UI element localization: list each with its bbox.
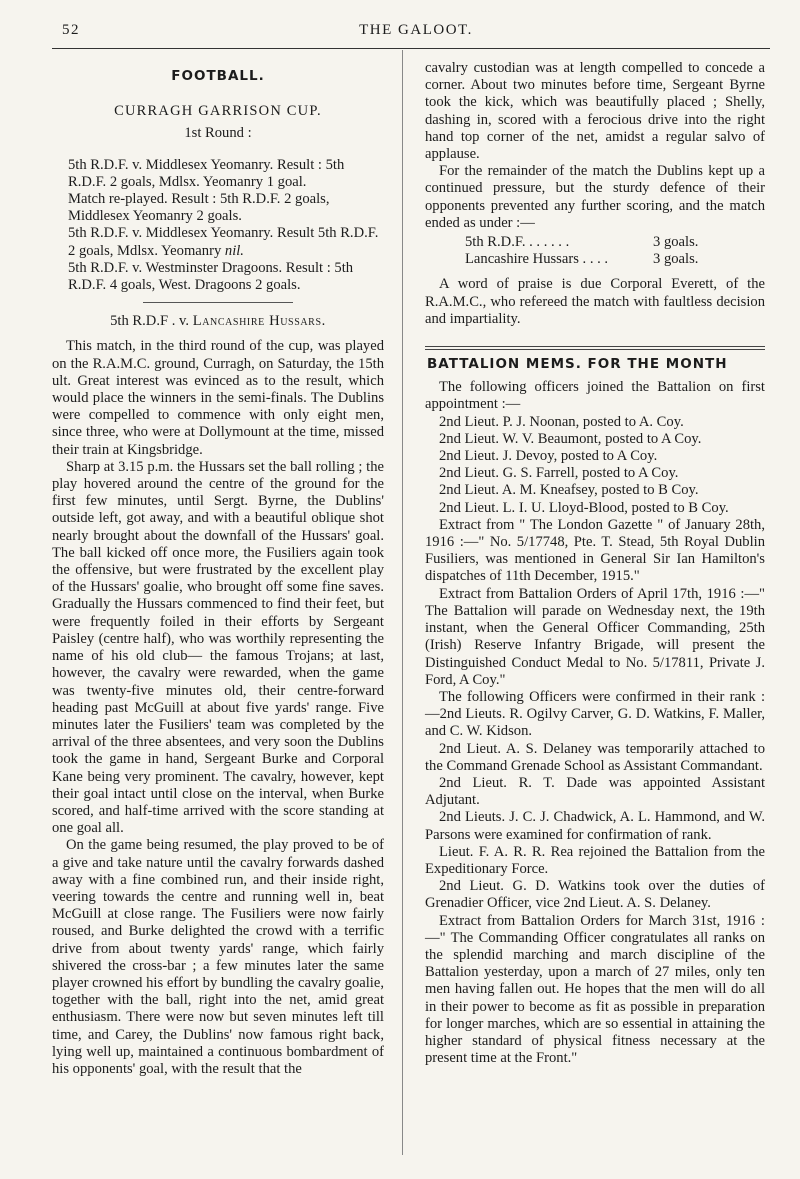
report-continuation: cavalry custodian was at length compelled to concede a corner. About two minutes before time, Sergeant Byrne took the kick, which was beautifully placed ; Shelly, dashing in, scored with a ferocious drive into the right hand top corner of the net, amidst a regular salvo of applause.: [425, 60, 765, 163]
result-text: 5th R.D.F. v. Middlesex Yeomanry. Result 5th R.D.F. 2 goals, Mdlsx. Yeomanry: [68, 225, 379, 259]
battalion-heading: BATTALION MEMS. FOR THE MONTH: [427, 356, 728, 373]
battalion-paragraph: The following Officers were confirmed in their rank :—2nd Lieuts. R. Ogilvy Carver, G. D. Watkins, F. Maller, and C. W. Kidson.: [425, 688, 765, 740]
result-emphasis: nil.: [224, 242, 244, 259]
publication-title: THE GALOOT.: [359, 22, 473, 38]
battalion-paragraph: 2nd Lieut. A. S. Delaney was temporarily attached to the Command Grenade School as Assistant Commandant.: [425, 740, 765, 774]
officer-entry: 2nd Lieut. A. M. Kneafsey, posted to B Coy.: [439, 482, 699, 499]
score-row: [465, 251, 765, 268]
match-subheading-teams: 5th R.D.F . v.: [110, 313, 193, 330]
battalion-intro: The following officers joined the Battalion on first appointment :—: [425, 379, 765, 413]
match-subheading: [52, 313, 384, 330]
battalion-paragraph: Extract from Battalion Orders of April 17th, 1916 :—" The Battalion will parade on Wednesday next, the 19th instant, when the General Officer Commanding, 25th (Irish) Reserve Infantry Brigade, will present the Distinguished Conduct Medal to No. 5/17811, Private J. Ford, A Coy.": [425, 585, 765, 688]
match-result: [52, 225, 384, 259]
report-paragraph: This match, in the third round of the cup, was played on the R.A.M.C. ground, Curragh, on Saturday, the 15th ult. Great interest was evinced as to the result, which would place the winners in the semi-finals. The Dublins were compelled to commence with only eight men, since three, who were at Dollymount at the time, missed their train at Kingsbridge.: [52, 338, 384, 458]
match-result: 5th R.D.F. v. Westminster Dragoons. Result : 5th R.D.F. 4 goals, West. Dragoons 2 goals.: [68, 259, 354, 294]
match-result: 5th R.D.F. v. Middlesex Yeomanry. Result : 5th R.D.F. 2 goals, Mdlsx. Yeomanry 1 goal.: [68, 156, 345, 190]
cup-title: CURRAGH GARRISON CUP.: [114, 103, 322, 120]
score-goals: 3 goals.: [653, 251, 699, 268]
battalion-paragraph: Extract from Battalion Orders for March 31st, 1916 :—" The Commanding Officer congratulates all ranks on the splendid marching and march discipline of the Battalion yesterday, upon a march of 27 miles, only ten men having fallen out. He hopes that the men will do all in their power to become as fit as possible in preparation for longer marches, which are so essential in attaining the higher standard of physical fitness necessary at the present time at the Front.": [425, 912, 765, 1067]
football-heading: FOOTBALL.: [171, 68, 265, 84]
score-team: Lancashire Hussars . . . .: [465, 251, 609, 268]
battalion-paragraph: 2nd Lieuts. J. C. J. Chadwick, A. L. Hammond, and W. Parsons were examined for confirmation of rank.: [425, 809, 765, 843]
column-divider: [402, 50, 403, 1155]
report-paragraph: Sharp at 3.15 p.m. the Hussars set the ball rolling ; the play hovered around the centre of the ground for the first few minutes, until Sergt. Byrne, the Dublins' outside left, got away, and with a beautiful oblique shot nearly brought about the downfall of the Hussars' goal. The ball kicked off once more, the Fusiliers again took the offensive, but were frustrated by the excellent play of the Hussars' goalie, who brought off some fine saves. Gradually the Hussars commenced to find their feet, but were frequently foiled in their efforts by Sergeant Paisley (centre half), who was worthily representing the name of his old club— the famous Trojans; at last, however, the cavalry were rewarded, when the game was twenty-five minutes old, their centre-forward heading past McGuill at about five yards' range. Five minutes later the Fusiliers' team was completed by the arrival of the three absentees, and very soon the Dublins took the game in hand, Sergeant Burke and Corporal Kane being very prominent. The cavalry, however, kept their goal intact until close on the interval, when Burke scored, and half-time arrived with the score standing at one goal all.: [52, 458, 384, 837]
right-column: [425, 60, 765, 1067]
officer-entry: 2nd Lieut. P. J. Noonan, posted to A. Coy.: [439, 413, 684, 430]
report-paragraph: For the remainder of the match the Dublins kept up a continued pressure, but the sturdy defence of their opponents prevented any further scoring, and the match ended as under :—: [425, 163, 765, 231]
battalion-paragraph: 2nd Lieut. G. D. Watkins took over the duties of Grenadier Officer, vice 2nd Lieut. A. S. Delaney.: [425, 878, 765, 912]
running-head: [62, 18, 770, 44]
officer-entry: 2nd Lieut. W. V. Beaumont, posted to A Coy.: [439, 430, 702, 447]
score-goals: 3 goals.: [653, 234, 699, 251]
final-score-table: [465, 234, 765, 268]
header-rule: [52, 48, 770, 49]
officer-entry: 2nd Lieut. L. I. U. Lloyd-Blood, posted to B Coy.: [439, 499, 729, 516]
report-paragraph: On the game being resumed, the play proved to be of a give and take nature until the cavalry forwards dashed away with a fine combined run, and their inside right, veering towards the centre and running well in, beat McGuill at close range. The Fusiliers were now fairly roused, and Burke delighted the crowd with a terrific drive from about twenty yards' range, which fairly shivered the cross-bar ; a few minutes later the same player crowned his effort by bundling the cavalry goalie, together with the ball, right into the net, amid great enthusiasm. There were now but seven minutes left till time, and Carey, the Dublins' now famous right back, lying well up, maintained a continuous bombardment of his opponents' goal, with the result that the: [52, 837, 384, 1077]
section-rule: [143, 302, 293, 303]
officer-entry: 2nd Lieut. J. Devoy, posted to A Coy.: [439, 448, 658, 465]
match-subheading-opponent: Lancashire Hussars.: [192, 313, 326, 330]
battalion-paragraph: Extract from " The London Gazette " of January 28th, 1916 :—" No. 5/17748, Pte. T. Stead, 5th Royal Dublin Fusiliers, was mentioned in General Sir Ian Hamilton's dispatches of 11th December, 1915.": [425, 516, 765, 585]
report-paragraph: A word of praise is due Corporal Everett, of the R.A.M.C., who refereed the match with faultless decision and impartiality.: [425, 276, 765, 327]
page-number: 52: [62, 22, 80, 38]
battalion-paragraph: Lieut. F. A. R. R. Rea rejoined the Battalion from the Expeditionary Force.: [425, 843, 765, 877]
match-result: Match re-played. Result : 5th R.D.F. 2 goals, Middlesex Yeomanry 2 goals.: [68, 191, 330, 225]
left-column: [52, 58, 384, 1078]
round-title: 1st Round :: [184, 125, 252, 142]
officer-entry: 2nd Lieut. G. S. Farrell, posted to A Coy.: [439, 465, 679, 482]
section-rule: [425, 346, 765, 350]
battalion-paragraph: 2nd Lieut. R. T. Dade was appointed Assistant Adjutant.: [425, 774, 765, 809]
score-team: 5th R.D.F. . . . . . .: [465, 234, 570, 251]
score-row: [465, 234, 765, 251]
